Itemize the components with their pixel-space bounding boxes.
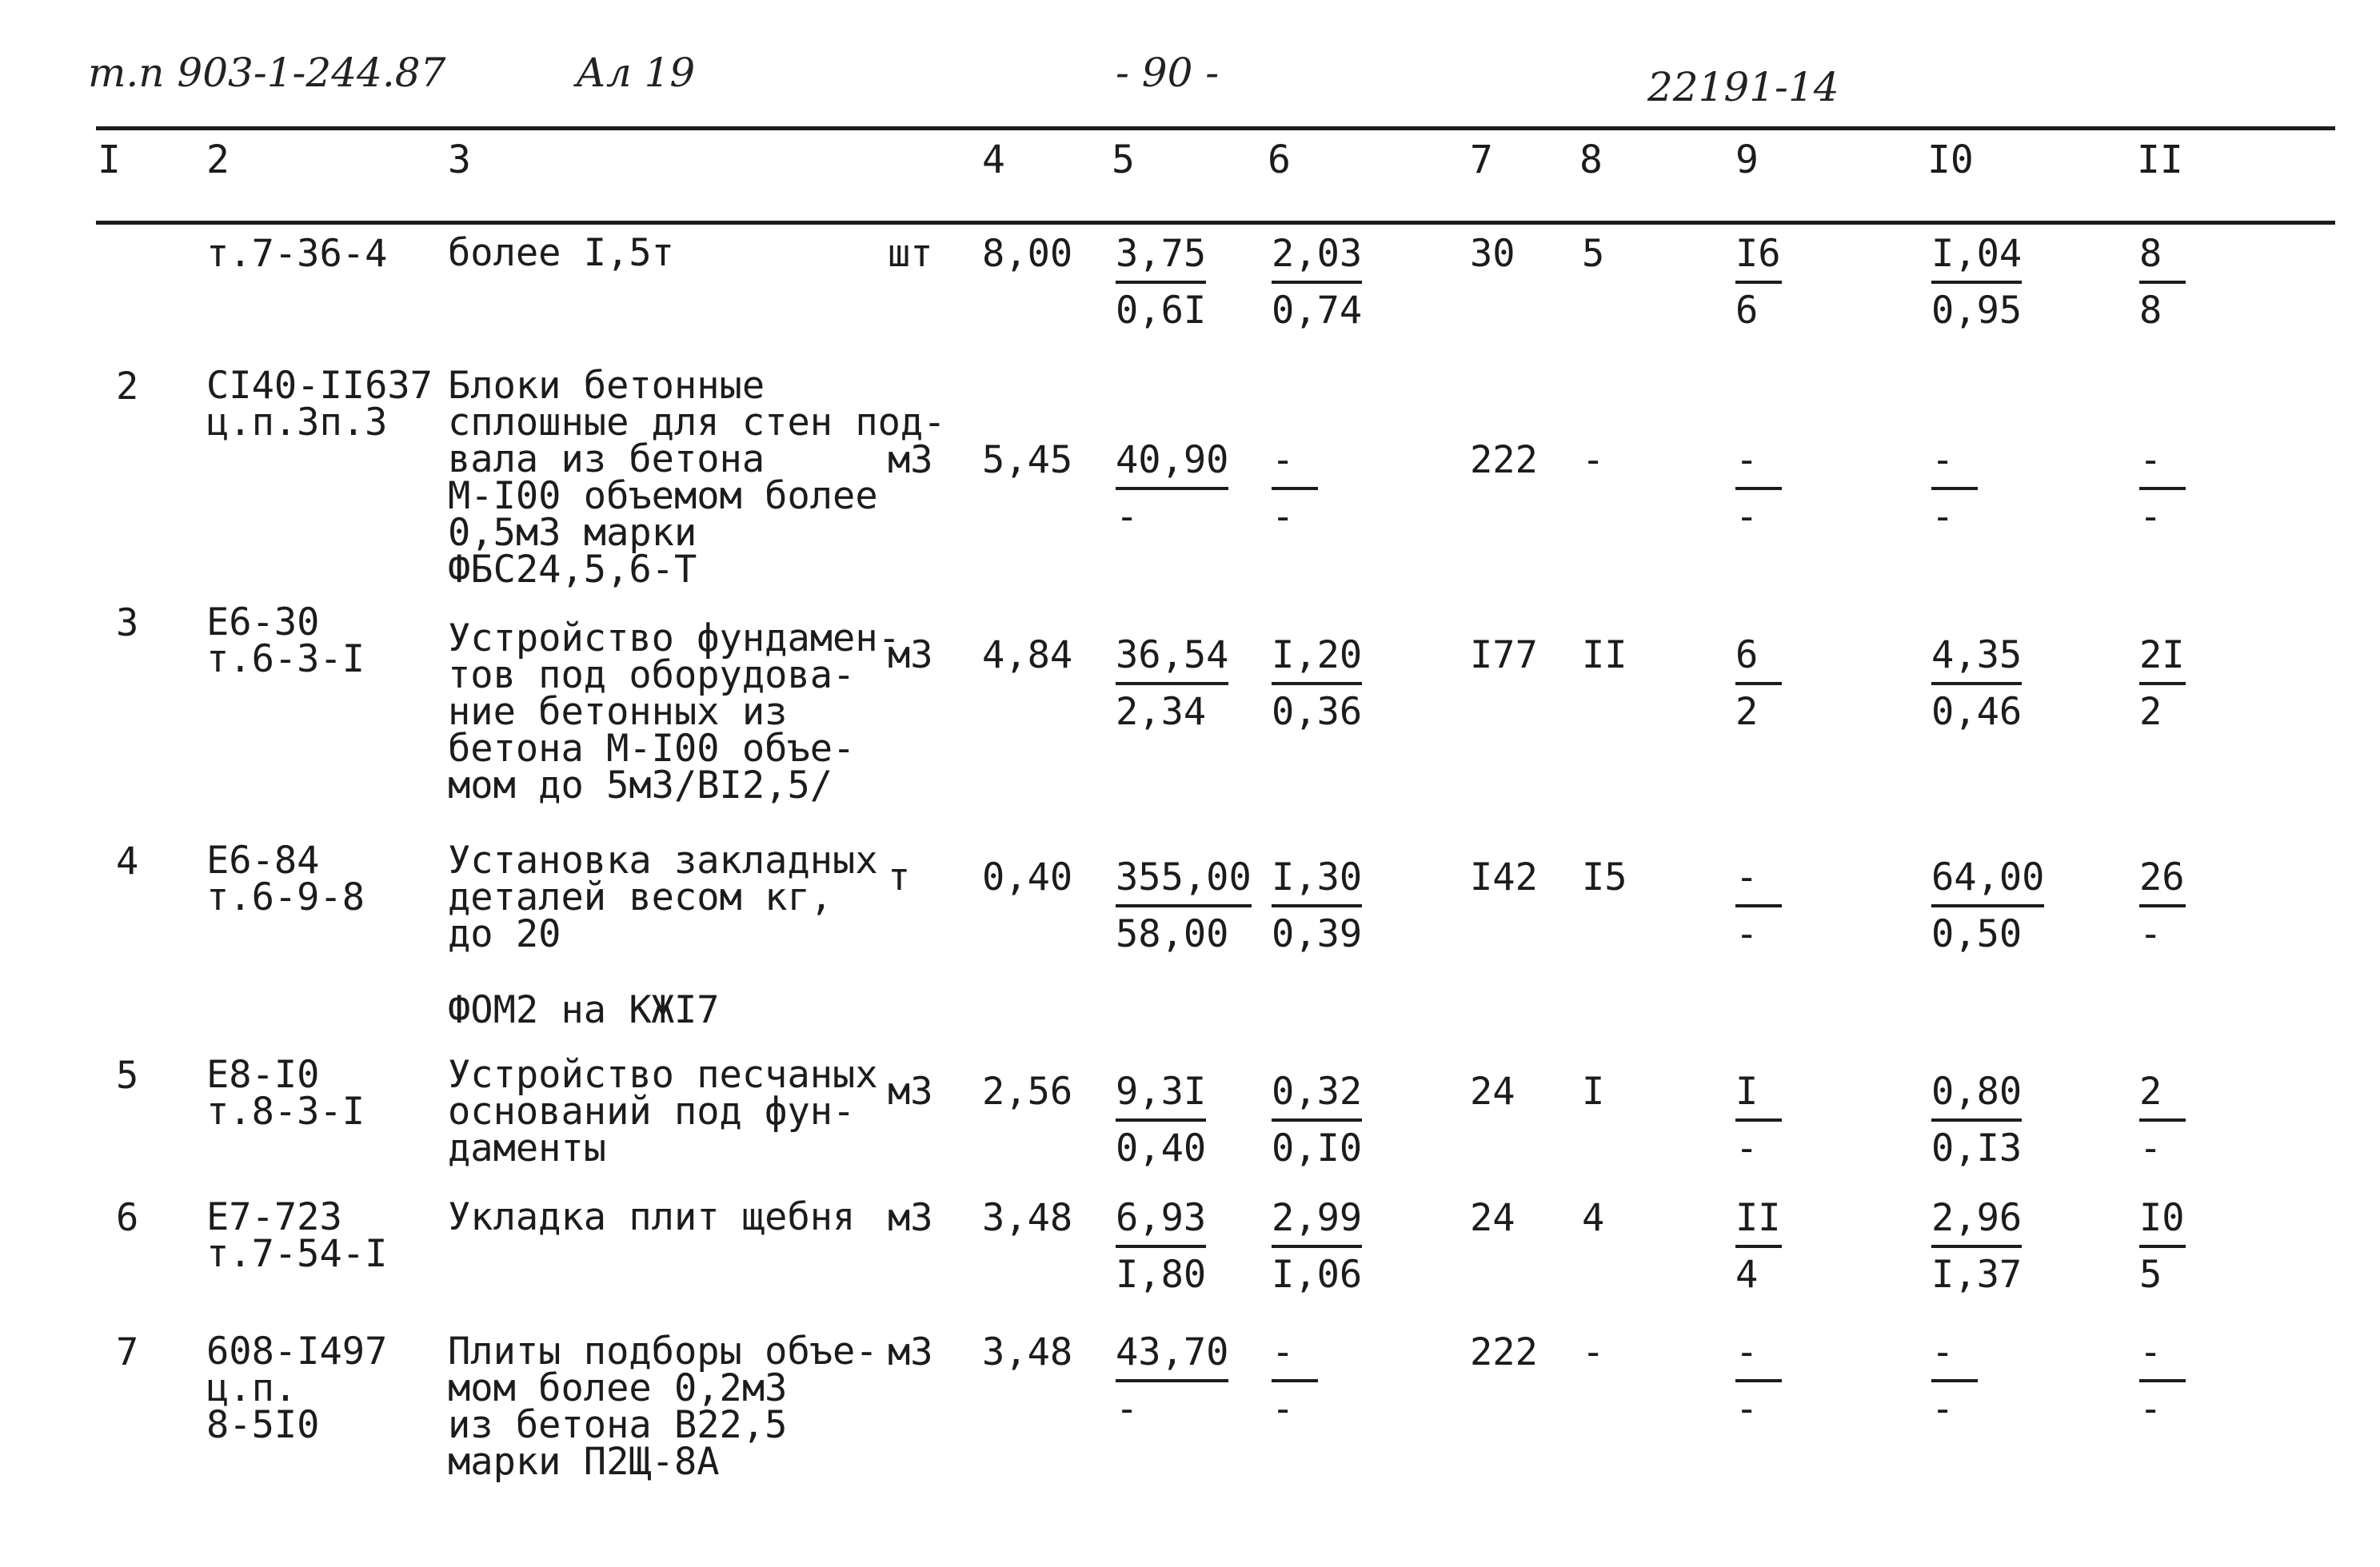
col-num-10: I0 <box>1927 138 1974 182</box>
col5-value: $\frac{3,75}{0,6I}$ <box>1116 232 1207 333</box>
row-quantity: 4,84 <box>982 633 1073 677</box>
col9-value: $\frac{6}{2}$ <box>1735 636 1782 731</box>
col6-value: $\frac{2,03}{0,74}$ <box>1272 232 1363 333</box>
row-code: Е6-30 т.6-3-I <box>206 600 365 682</box>
row-description: более I,5т <box>448 231 674 275</box>
col-num-1: I <box>98 138 121 182</box>
col6-value: $\frac{0,32}{0,I0}$ <box>1272 1070 1363 1170</box>
header-rule-bottom <box>96 221 2335 225</box>
row-unit: м3 <box>888 1196 933 1240</box>
row-number: 4 <box>116 839 139 883</box>
col-num-8: 8 <box>1579 138 1603 182</box>
row-number: 5 <box>116 1054 139 1098</box>
col10-value: $\frac{4,35}{0,46}$ <box>1931 633 2023 734</box>
doc-code: т.п 903-1-244.87 <box>88 50 446 96</box>
col-num-4: 4 <box>982 138 1005 182</box>
col8-value: 4 <box>1582 1196 1605 1240</box>
col7-value: 30 <box>1470 232 1515 276</box>
row-unit: т <box>888 855 911 899</box>
album-number: Ал 19 <box>576 50 696 96</box>
col-num-2: 2 <box>206 138 230 182</box>
col9-value: I - <box>1735 1073 1782 1167</box>
col-num-5: 5 <box>1112 138 1135 182</box>
col8-value: I <box>1582 1070 1605 1114</box>
row-code: CI40-II637 ц.п.3п.3 <box>206 364 433 445</box>
col5-value: 40,90 - <box>1116 438 1229 539</box>
row-code: Е6-84 т.6-9-8 <box>206 839 365 920</box>
col9-value: - - <box>1735 859 1782 953</box>
col5-value: $\frac{6,93}{I,80}$ <box>1116 1196 1207 1297</box>
col11-value: 2 - <box>2139 1073 2186 1167</box>
col5-value: $\frac{9,3I}{0,40}$ <box>1116 1070 1207 1170</box>
row-quantity: 0,40 <box>982 855 1073 899</box>
col-num-11: II <box>2137 138 2183 182</box>
row-unit: м3 <box>888 1330 933 1374</box>
row-number: 6 <box>116 1196 139 1240</box>
row-quantity: 2,56 <box>982 1070 1073 1114</box>
row-unit: шт <box>888 232 933 276</box>
row-unit: м3 <box>888 1070 933 1114</box>
row-code: 608-I497 ц.п. 8-5I0 <box>206 1330 388 1448</box>
row-code: Е7-723 т.7-54-I <box>206 1195 388 1277</box>
col6-value: - - <box>1272 441 1318 536</box>
col5-value: 43,70 - <box>1116 1330 1229 1431</box>
col11-value: $\frac{I0}{5}$ <box>2139 1196 2185 1297</box>
row-number: 2 <box>116 365 139 409</box>
col-num-9: 9 <box>1735 138 1759 182</box>
col9-value: $\frac{I6}{6}$ <box>1735 232 1781 333</box>
row-unit: м3 <box>888 633 933 677</box>
col8-value: 5 <box>1582 232 1605 276</box>
row-unit: м3 <box>888 438 933 482</box>
col6-value: $\frac{I,20}{0,36}$ <box>1272 633 1363 734</box>
col7-value: I77 <box>1470 633 1538 677</box>
row-quantity: 5,45 <box>982 438 1073 482</box>
col7-value: 222 <box>1470 1330 1538 1374</box>
col6-value: $\frac{I,30}{0,39}$ <box>1272 855 1363 956</box>
col6-value: - - <box>1272 1334 1318 1428</box>
col9-value: - - <box>1735 441 1782 536</box>
col10-value: - - <box>1931 1334 1978 1428</box>
col10-value: $\frac{0,80}{0,I3}$ <box>1931 1070 2023 1170</box>
section-note: ФОМ2 на КЖI7 <box>448 988 720 1032</box>
row-description: Установка закладных деталей весом кг, до 20 <box>448 839 878 957</box>
reference-number: 22191-14 <box>1647 64 1839 110</box>
row-number: 3 <box>116 601 139 645</box>
row-quantity: 3,48 <box>982 1196 1073 1240</box>
row-code: т.7-36-4 <box>206 232 388 276</box>
col10-value: - - <box>1931 441 1978 536</box>
header-rule-top <box>96 126 2335 130</box>
col7-value: I42 <box>1470 855 1538 899</box>
row-quantity: 8,00 <box>982 232 1073 276</box>
col11-value: - - <box>2139 1334 2186 1428</box>
row-code: Е8-I0 т.8-3-I <box>206 1053 365 1134</box>
col7-value: 222 <box>1470 438 1538 482</box>
col8-value: I5 <box>1582 855 1627 899</box>
col7-value: 24 <box>1470 1196 1515 1240</box>
col5-value: $\frac{355,00}{58,00}$ <box>1116 855 1252 956</box>
row-description: Укладка плит щебня <box>448 1195 856 1239</box>
col10-value: $\frac{64,00}{0,50}$ <box>1931 855 2045 956</box>
col7-value: 24 <box>1470 1070 1515 1114</box>
col-num-6: 6 <box>1268 138 1291 182</box>
col-num-7: 7 <box>1470 138 1493 182</box>
col10-value: $\frac{I,04}{0,95}$ <box>1931 232 2023 333</box>
col11-value: $\frac{8}{8}$ <box>2139 235 2186 329</box>
col10-value: $\frac{2,96}{I,37}$ <box>1931 1196 2023 1297</box>
col11-value: $\frac{2I}{2}$ <box>2139 633 2185 734</box>
row-description: Устройство песчаных оснований под фун- даменты <box>448 1053 878 1171</box>
row-description: Блоки бетонные сплошные для стен под- вала из бетона М-I00 объемом более 0,5м3 марки ФБС24,5,6-Т <box>448 364 946 592</box>
col5-value: $\frac{36,54}{2,34}$ <box>1116 633 1229 734</box>
col8-value: - <box>1582 438 1605 482</box>
row-number: 7 <box>116 1330 139 1374</box>
col9-value: $\frac{II}{4}$ <box>1735 1196 1781 1297</box>
col-num-3: 3 <box>448 138 471 182</box>
col6-value: $\frac{2,99}{I,06}$ <box>1272 1196 1363 1297</box>
row-description: Плиты подборы объе- мом более 0,2м3 из бетона B22,5 марки П2Щ-8А <box>448 1330 878 1485</box>
row-description: Устройство фундамен- тов под оборудова- ние бетонных из бетона М-I00 объе- мом до 5м3/BI2,5/ <box>448 616 900 808</box>
col9-value: - - <box>1735 1334 1782 1428</box>
page-number: - 90 - <box>1116 50 1220 96</box>
col8-value: II <box>1582 633 1627 677</box>
col11-value: 26 - <box>2139 855 2185 956</box>
col8-value: - <box>1582 1330 1605 1374</box>
col11-value: - - <box>2139 441 2186 536</box>
row-quantity: 3,48 <box>982 1330 1073 1374</box>
